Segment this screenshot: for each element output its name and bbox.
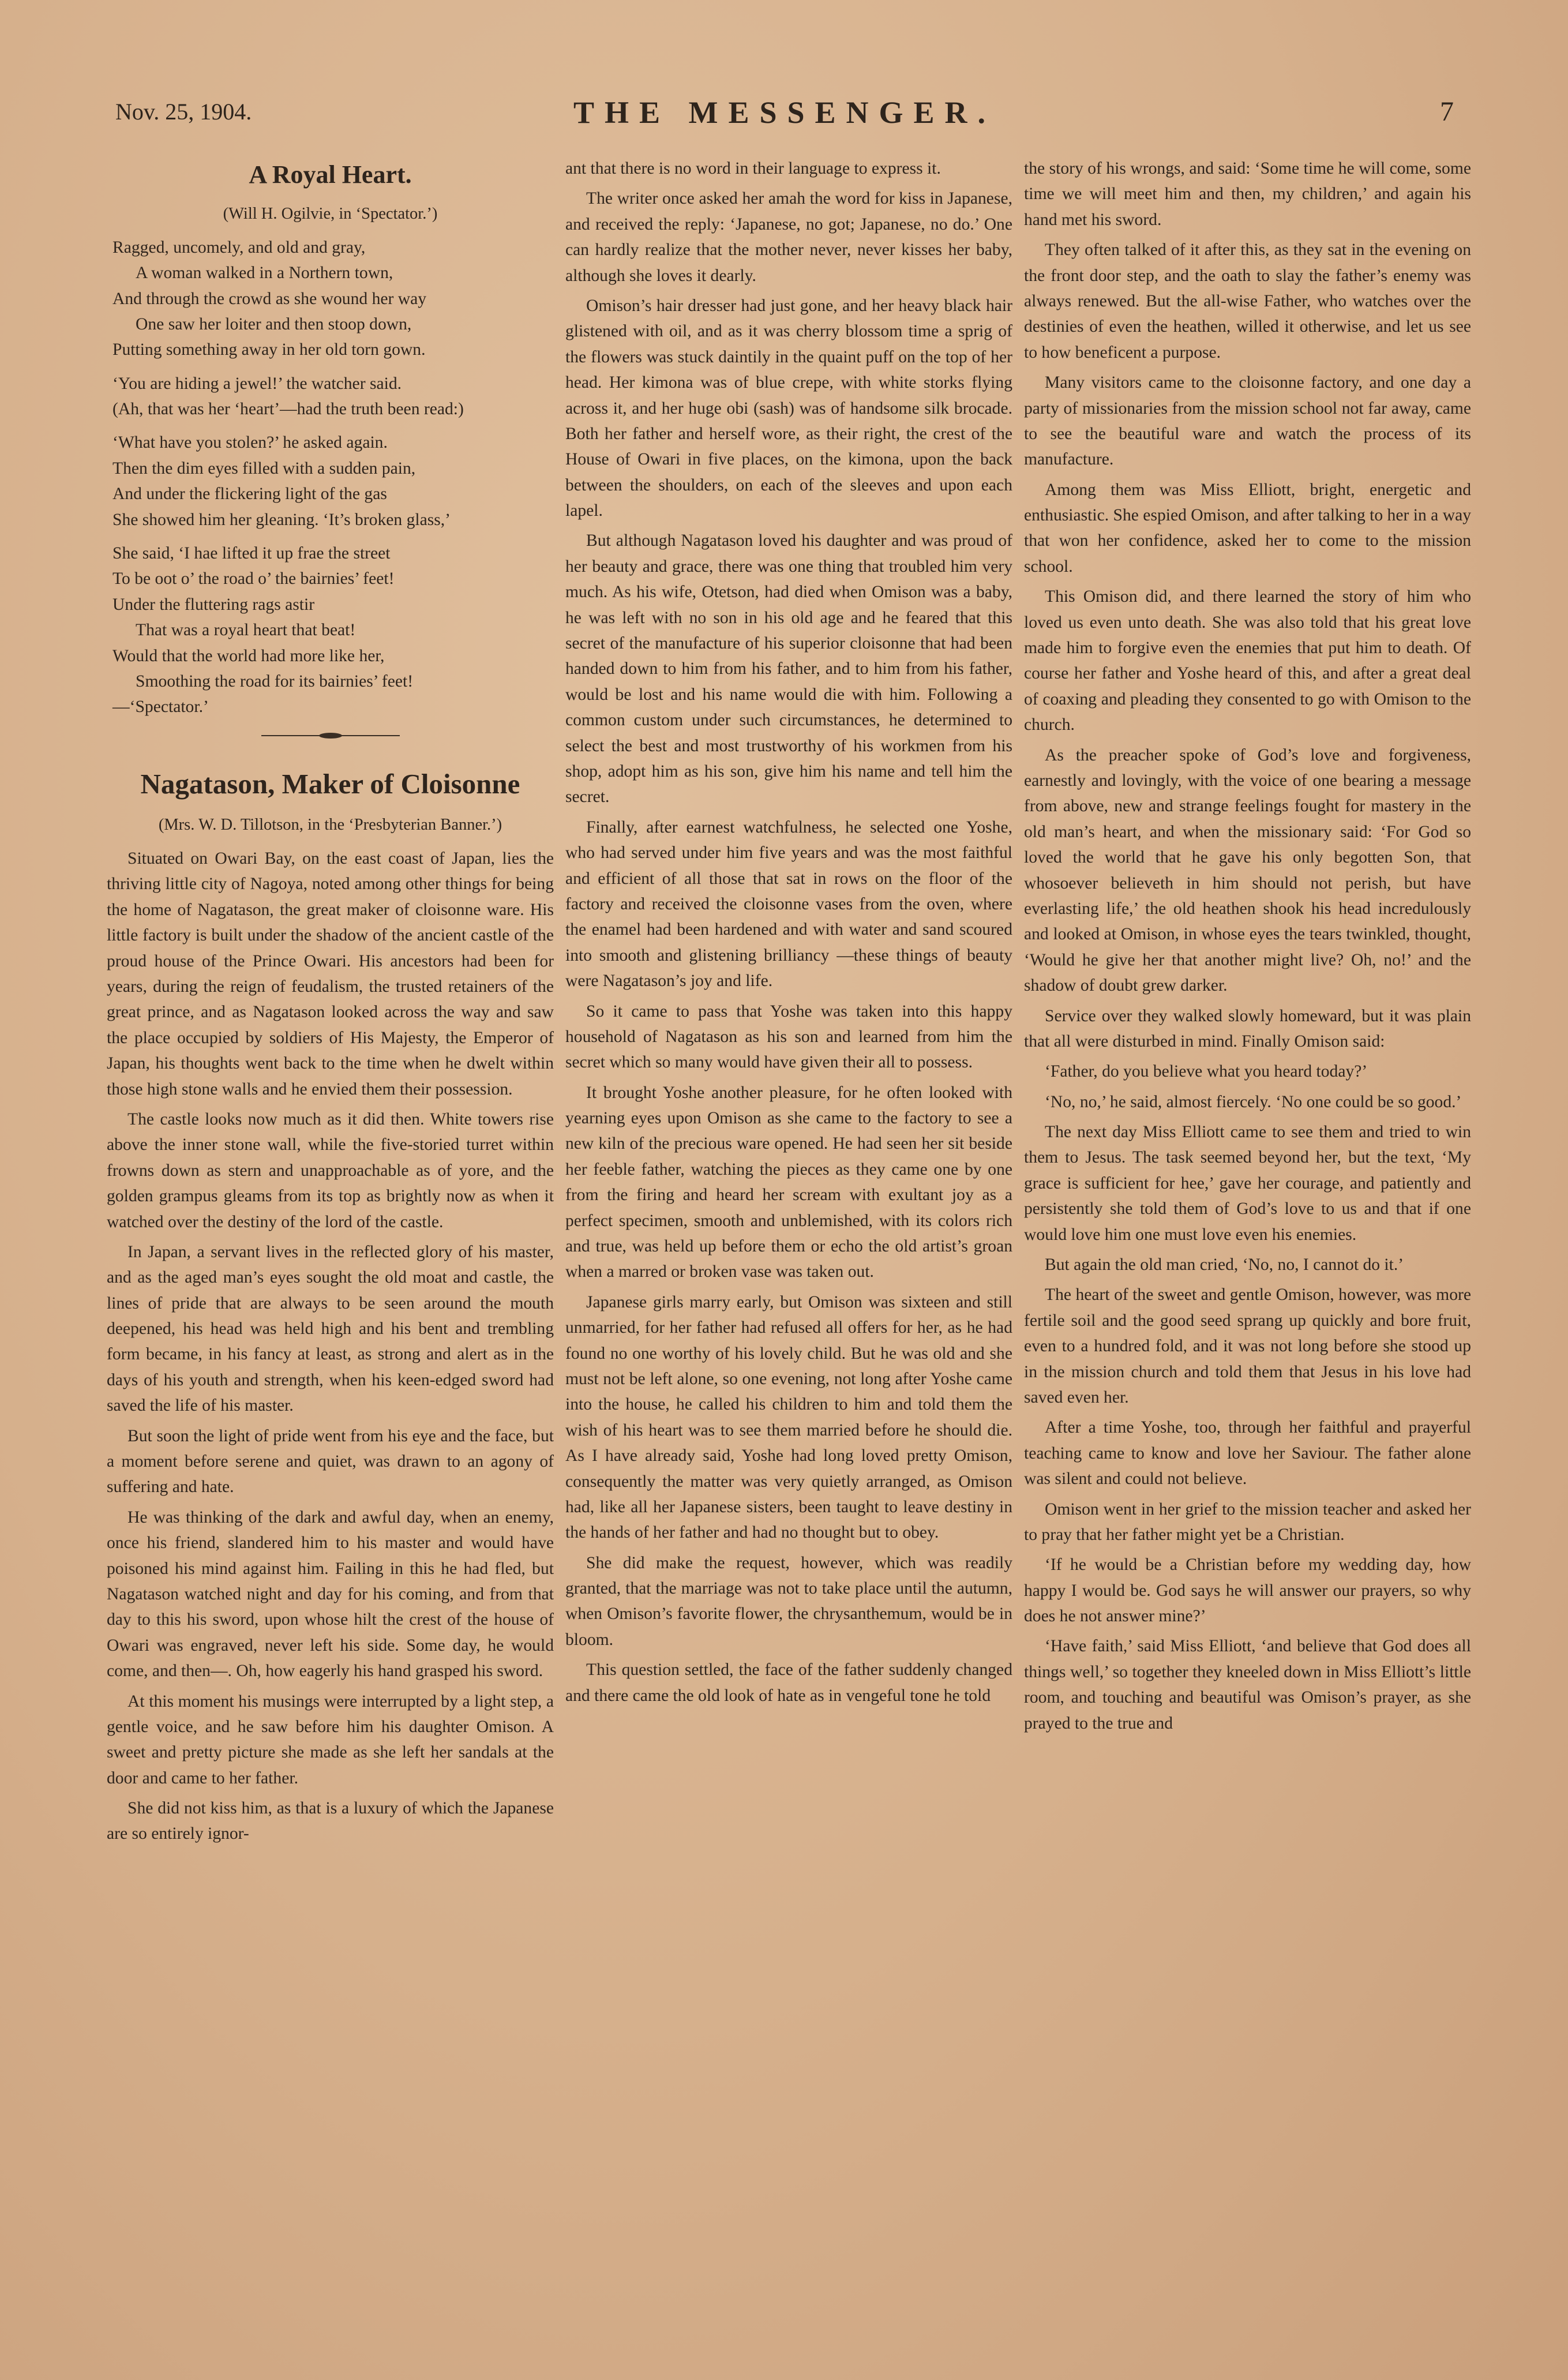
paragraph: the story of his wrongs, and said: ‘Some time he will come, some time we will meet him and then, my children,’ and again his hand met his sword. bbox=[1024, 159, 1471, 229]
paragraph: She did make the request, however, which was readily granted, that the marriage was not to take place until the autumn, when Omison’s favorite flower, the chrysanthemum, would be in bloom. bbox=[565, 1553, 1012, 1649]
column-1 bbox=[107, 156, 554, 1851]
paragraph: Service over they walked slowly homeward, but it was plain that all were disturbed in mind. Finally Omison said: bbox=[1024, 1006, 1471, 1051]
page-number: 7 bbox=[1440, 96, 1454, 127]
paragraph: ‘If he would be a Christian before my wedding day, how happy I would be. God says he will answer our prayers, so why does he not answer mine?’ bbox=[1024, 1556, 1471, 1626]
poem-line: She said, ‘I hae lifted it up frae the street bbox=[112, 544, 391, 563]
paragraph: The heart of the sweet and gentle Omison, however, was more fertile soil and the good seed sprang up quickly and bore fruit, even to a hundred fold, and it was not long before she stood up in the mission church and told them that Jesus in his love had saved even her. bbox=[1024, 1285, 1471, 1407]
poem-attribution: —‘Spectator.’ bbox=[112, 698, 209, 717]
paragraph: Among them was Miss Elliott, bright, energetic and enthusiastic. She espied Omison, and after talking to her in a way that won her confidence, asked her to come to the mission school. bbox=[1024, 480, 1472, 576]
paragraph: They often talked of it after this, as they sat in the evening on the front door step, and the oath to slay the father’s enemy was always renewed. But the all-wise Father, who watches over the destinies of even the heathen, willed it otherwise, and let us see to how beneficent a purpose. bbox=[1024, 241, 1471, 362]
article-byline: (Mrs. W. D. Tillotson, in the ‘Presbyterian Banner.’) bbox=[158, 816, 502, 834]
poem-body bbox=[112, 235, 554, 720]
poem-line: Putting something away in her old torn gown. bbox=[112, 340, 426, 359]
masthead-title: THE MESSENGER. bbox=[573, 95, 996, 130]
poem-byline: (Will H. Ogilvie, in ‘Spectator.’) bbox=[223, 205, 438, 223]
paragraph: Situated on Owari Bay, on the east coast of Japan, lies the thriving little city of Nagoya, noted among other things for being the home of Nagatason, the great maker of cloisonne ware. His little factory is built under the shadow of the ancient castle of the proud house of the Prince Owari. His ancestors had been for years, during the reign of feudalism, the trusted retainers of the great prince, and as Nagatason looked across the way and saw the place occupied by soldiers of His Majesty, the Emperor of Japan, his thoughts went back to the time when he dwelt within those high stone walls and he envied them their possession. bbox=[107, 849, 554, 1099]
issue-date: Nov. 25, 1904. bbox=[115, 99, 252, 125]
paragraph: It brought Yoshe another pleasure, for he often looked with yearning eyes upon Omison as she came to the factory to see a new kiln of the precious ware opened. He had seen her sit beside her feeble father, watching the pieces as they came one by one from the firing and heard her scream with exultant joy as a perfect specimen, smooth and unblemished, with its colors rich and true, was held up before them or echo the old artist’s groan when a marred or broken vase was taken out. bbox=[565, 1083, 1012, 1281]
paragraph: She did not kiss him, as that is a luxury of which the Japanese are so entirely ignor- bbox=[107, 1799, 554, 1843]
column-2 bbox=[565, 156, 1012, 1713]
column-3 bbox=[1024, 156, 1471, 1741]
article-title: Nagatason, Maker of Cloisonne bbox=[140, 767, 520, 800]
paragraph: After a time Yoshe, too, through her faithful and prayerful teaching came to know and love her Saviour. The father alone was silent and could not believe. bbox=[1024, 1418, 1471, 1489]
poem-line: A woman walked in a Northern town, bbox=[136, 264, 393, 283]
poem-line: ‘You are hiding a jewel!’ the watcher said. bbox=[112, 374, 402, 393]
paragraph: As the preacher spoke of God’s love and forgiveness, earnestly and lovingly, with the voice of one bearing a message from above, new and strange feelings fought for mastery in the old man’s heart, and when the missionary said: ‘For God so loved the world that he gave his only begotten Son, that whosoever believeth in him should not perish, but have everlasting life,’ the old heathen shook his head incredulously and looked at Omison, in whose eyes the tears twinkled, thought, ‘Would he give her that another might live? Oh, no!’ and the shadow of doubt grew darker. bbox=[1024, 745, 1471, 995]
paragraph: So it came to pass that Yoshe was taken into this happy household of Nagatason as his son and learned from him the secret which so many would have given their all to possess. bbox=[565, 1002, 1012, 1072]
paragraph: But although Nagatason loved his daughter and was proud of her beauty and grace, there was one thing that troubled him very much. As his wife, Otetson, had died when Omison was a baby, he was left with no son in his old age and he feared that this secret of the manufacture of his superior cloisonne that had been handed down to him from his father, and to him from his father, would be lost and his name would die with him. Following a common custom under such circumstances, he determined to select the best and most trustworthy of his workmen from his shop, adopt him as his son, give him his name and tell him the secret. bbox=[565, 531, 1012, 807]
paragraph: The writer once asked her amah the word for kiss in Japanese, and received the reply: ‘Japanese, no got; Japanese, no do.’ One can hardly realize that the mother never, never kisses her baby, although she loves it dearly. bbox=[565, 189, 1012, 285]
paragraph: The castle looks now much as it did then. White towers rise above the inner stone wall, while the five-storied turret within frowns down as stern and unapproachable as of yore, and the golden grampus gleams from its top as brightly now as when it watched over the destiny of the lord of the castle. bbox=[107, 1110, 554, 1231]
poem-line: Would that the world had more like her, bbox=[112, 646, 385, 665]
paragraph: ‘No, no,’ he said, almost fiercely. ‘No one could be so good.’ bbox=[1045, 1092, 1462, 1111]
poem-line: That was a royal heart that beat! bbox=[136, 621, 356, 640]
paragraph: ‘Have faith,’ said Miss Elliott, ‘and believe that God does all things well,’ so together they kneeled down in Miss Elliott’s little room, and touching and beautiful was Omison’s prayer, as she prayed to the true and bbox=[1024, 1637, 1471, 1733]
poem-line: Then the dim eyes filled with a sudden pain, bbox=[112, 459, 416, 478]
paragraph: ‘Father, do you believe what you heard today?’ bbox=[1045, 1062, 1368, 1081]
poem-line: To be oot o’ the road o’ the bairnies’ feet! bbox=[112, 569, 395, 589]
paragraph: ant that there is no word in their language to express it. bbox=[565, 159, 941, 178]
page-header bbox=[115, 95, 1454, 144]
paragraph: This question settled, the face of the father suddenly changed and there came the old look of hate as in vengeful tone he told bbox=[565, 1661, 1012, 1705]
poem-line: She showed him her gleaning. ‘It’s broken glass,’ bbox=[112, 510, 451, 529]
paragraph: But again the old man cried, ‘No, no, I cannot do it.’ bbox=[1045, 1255, 1404, 1275]
poem-line: Smoothing the road for its bairnies’ feet! bbox=[136, 672, 414, 691]
poem-line: Under the fluttering rags astir bbox=[112, 595, 315, 614]
poem-line: (Ah, that was her ‘heart’—had the truth been read:) bbox=[112, 400, 464, 419]
poem-line: ‘What have you stolen?’ he asked again. bbox=[112, 433, 388, 452]
section-divider bbox=[261, 732, 400, 740]
paragraph: Many visitors came to the cloisonne factory, and one day a party of missionaries from the mission school not far away, came to see the beautiful ware and watch the process of its manufacture. bbox=[1024, 373, 1471, 469]
poem-line: And through the crowd as she wound her way bbox=[112, 289, 427, 308]
paragraph: Finally, after earnest watchfulness, he selected one Yoshe, who had served under him five years and was the most faithful and efficient of all those that sat in rows on the floor of the factory and received the cloisonne vases from the oven, where the enamel had been hardened and with water and sand scoured into smooth and glistening brilliancy —these things of beauty were Nagatason’s joy and life. bbox=[565, 818, 1012, 991]
paragraph: This Omison did, and there learned the story of him who loved us even unto death. She was also told that his great love made him to forgive even the enemies that put him to death. Of course her father and Yoshe heard of this, and after a great deal of coaxing and pleading they consented to go with Omison to the church. bbox=[1024, 587, 1471, 734]
paragraph: Omison’s hair dresser had just gone, and her heavy black hair glistened with oil, and as it was cherry blossom time a sprig of the flowers was stuck daintily in the quaint puff on the top of her head. Her kimona was of blue crepe, with white storks flying across it, and her huge obi (sash) was of handsome silk brocade. Both her father and herself wore, as their right, the crest of the House of Owari in five places, on the kimona, upon the back between the shoulders, on each of the sleeves and upon each lapel. bbox=[565, 296, 1012, 520]
paragraph: Omison went in her grief to the mission teacher and asked her to pray that her father might yet be a Christian. bbox=[1024, 1500, 1471, 1544]
poem-line: One saw her loiter and then stoop down, bbox=[136, 314, 412, 333]
paragraph: The next day Miss Elliott came to see them and tried to win them to Jesus. The task seemed beyond her, but the text, ‘My grace is sufficient for hee,’ gave her courage, and patiently and persistently she told them of God’s love to us and that if one would love him one must love even his enemies. bbox=[1024, 1123, 1471, 1244]
poem-line: And under the flickering light of the gas bbox=[112, 485, 387, 504]
paragraph: At this moment his musings were interrupted by a light step, a gentle voice, and he saw before him his daughter Omison. A sweet and pretty picture she made as she left her sandals at the door and came to her father. bbox=[107, 1692, 554, 1787]
paragraph: In Japan, a servant lives in the reflected glory of his master, and as the aged man’s eyes sought the old moat and castle, the lines of pride that are always to be seen around the mouth deepened, his head was held high and his bent and trembling form became, in his fancy at least, as strong and alert as in the days of his youth and strength, when his keen-edged sword had saved the life of his master. bbox=[107, 1242, 554, 1415]
paragraph: But soon the light of pride went from his eye and the face, but a moment before serene and quiet, was drawn to an agony of suffering and hate. bbox=[107, 1426, 554, 1497]
paragraph: He was thinking of the dark and awful day, when an enemy, once his friend, slandered him to his master and would have poisoned his mind against him. Failing in this he had fled, but Nagatason watched night and day for his coming, and from that day to this his sword, upon whose hilt the crest of the house of Owari was engraved, never left his side. Some day, he would come, and then—. Oh, how eagerly his hand grasped his sword. bbox=[107, 1508, 554, 1681]
poem-title: A Royal Heart. bbox=[249, 160, 412, 189]
poem-line: Ragged, uncomely, and old and gray, bbox=[112, 238, 366, 257]
paragraph: Japanese girls marry early, but Omison was sixteen and still unmarried, for her father had refused all offers for her, as he had found no one worthy of his lovely child. But he was old and she must not be left alone, so one evening, not long after Yoshe came into the house, he called his children to him and told them the wish of his heart was to see them married before he should die. As I have already said, Yoshe had long loved pretty Omison, consequently the matter was very quietly arranged, as Omison had, like all her Japanese sisters, been taught to leave destiny in the hands of her father and had no thought but to obey. bbox=[565, 1292, 1012, 1542]
